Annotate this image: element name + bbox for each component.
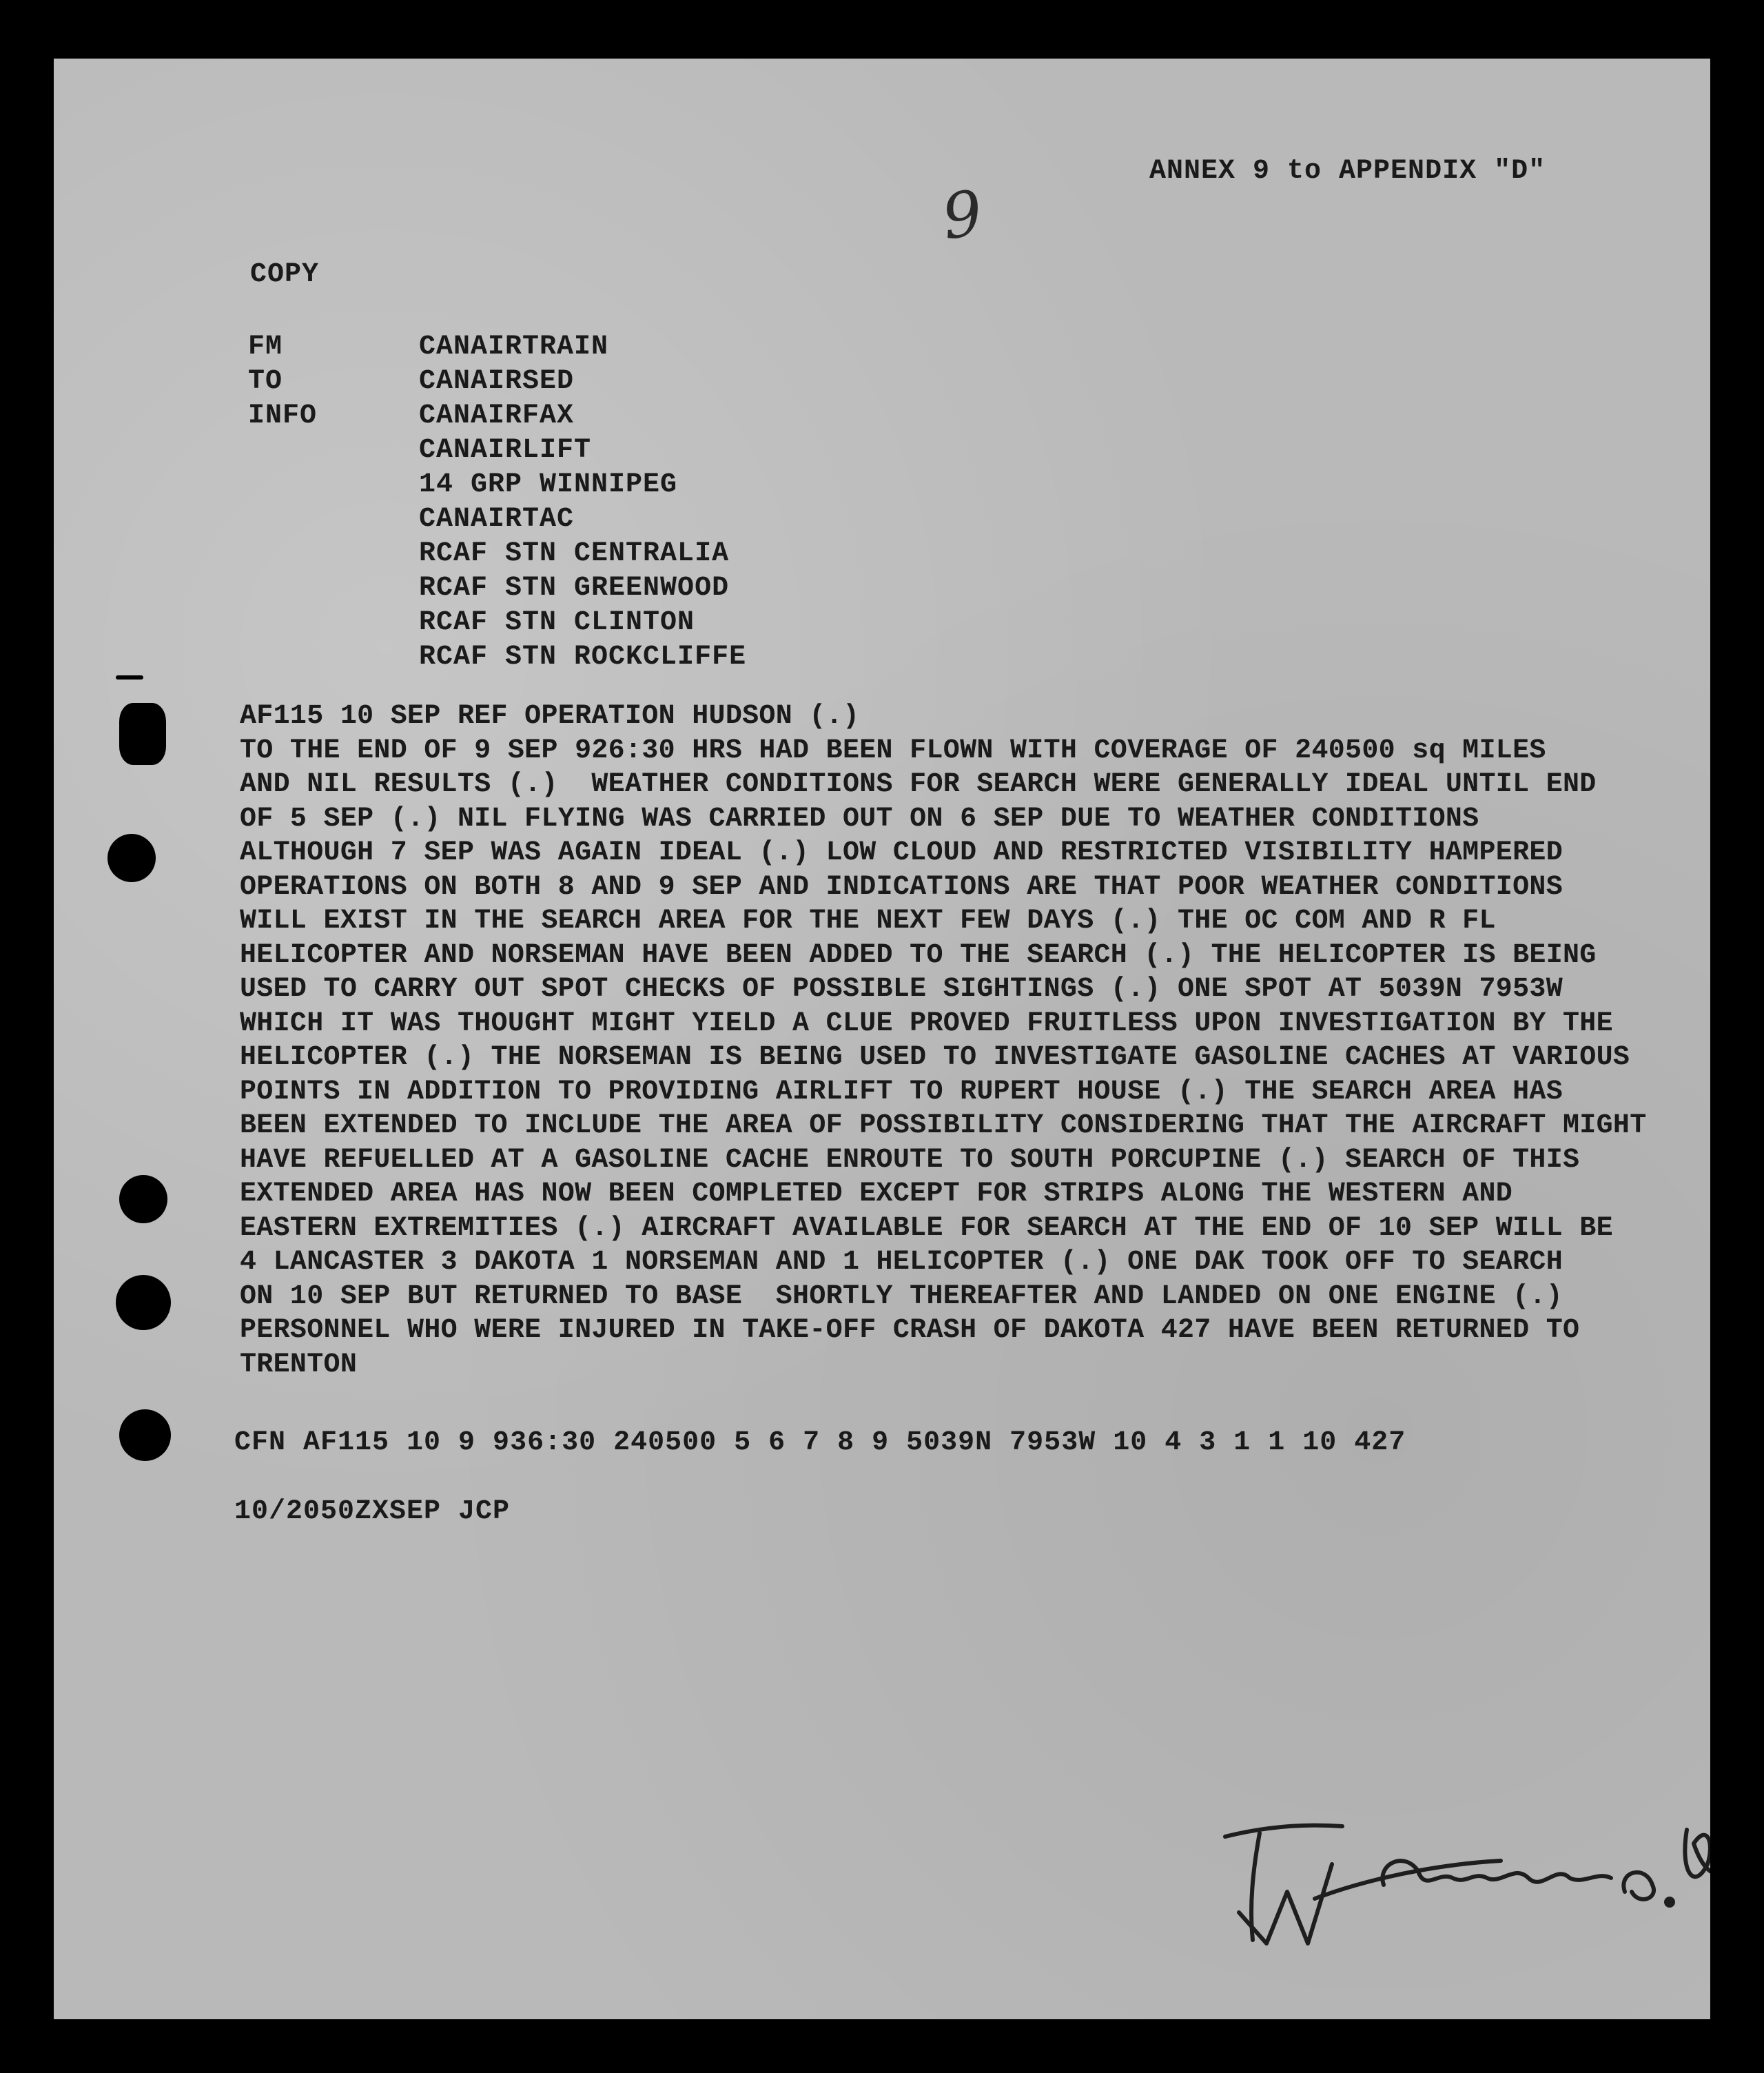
info-addressee: RCAF STN ROCKCLIFFE (419, 642, 747, 673)
message-line: ALTHOUGH 7 SEP WAS AGAIN IDEAL (.) LOW CLOUD AND RESTRICTED VISIBILITY HAMPERED (240, 837, 1563, 868)
message-line: AND NIL RESULTS (.) WEATHER CONDITIONS FOR SEARCH WERE GENERALLY IDEAL UNTIL END (240, 769, 1597, 800)
document-page (54, 59, 1710, 2019)
message-line: WILL EXIST IN THE SEARCH AREA FOR THE NEXT FEW DAYS (.) THE OC COM AND R FL (240, 906, 1496, 937)
message-line: OF 5 SEP (.) NIL FLYING WAS CARRIED OUT ON 6 SEP DUE TO WEATHER CONDITIONS (240, 803, 1479, 835)
handwritten-page-number: 9 (937, 176, 987, 254)
to-value: CANAIRSED (419, 366, 575, 397)
message-line: HAVE REFUELLED AT A GASOLINE CACHE ENROUTE TO SOUTH PORCUPINE (.) SEARCH OF THIS (240, 1144, 1580, 1176)
message-line: AF115 10 SEP REF OPERATION HUDSON (.) (240, 701, 860, 732)
message-line: HELICOPTER AND NORSEMAN HAVE BEEN ADDED TO THE SEARCH (.) THE HELICOPTER IS BEING (240, 939, 1597, 971)
message-line: BEEN EXTENDED TO INCLUDE THE AREA OF POSSIBILITY CONSIDERING THAT THE AIRCRAFT MIGHT (240, 1110, 1647, 1141)
info-addressee: CANAIRLIFT (419, 435, 592, 466)
info-addressee: RCAF STN CLINTON (419, 607, 695, 638)
punch-hole (116, 1275, 171, 1330)
to-label: TO (248, 366, 283, 397)
message-line: EASTERN EXTREMITIES (.) AIRCRAFT AVAILABLE FOR SEARCH AT THE END OF 10 SEP WILL BE (240, 1212, 1613, 1244)
message-line: 4 LANCASTER 3 DAKOTA 1 NORSEMAN AND 1 HELICOPTER (.) ONE DAK TOOK OFF TO SEARCH (240, 1247, 1563, 1278)
info-addressee: 14 GRP WINNIPEG (419, 469, 678, 500)
punch-hole (119, 1409, 171, 1461)
info-label: INFO (248, 400, 318, 431)
punch-hole (119, 1175, 167, 1223)
message-line: USED TO CARRY OUT SPOT CHECKS OF POSSIBLE SIGHTINGS (.) ONE SPOT AT 5039N 7953W (240, 974, 1563, 1005)
annex-heading: ANNEX 9 to APPENDIX "D" (1149, 156, 1546, 187)
message-body (240, 699, 1647, 1382)
punch-hole (107, 834, 156, 882)
info-addressee: CANAIRTAC (419, 504, 575, 535)
message-line: TO THE END OF 9 SEP 926:30 HRS HAD BEEN FLOWN WITH COVERAGE OF 240500 sq MILES (240, 735, 1546, 766)
info-addressee: RCAF STN GREENWOOD (419, 573, 730, 604)
handwritten-signature (1211, 1781, 1710, 1974)
info-addressee: RCAF STN CENTRALIA (419, 538, 730, 569)
cfn-line: CFN AF115 10 9 936:30 240500 5 6 7 8 9 5039N 7953W 10 4 3 1 1 10 427 (234, 1427, 1406, 1458)
message-line: POINTS IN ADDITION TO PROVIDING AIRLIFT TO RUPERT HOUSE (.) THE SEARCH AREA HAS (240, 1076, 1563, 1107)
message-line: PERSONNEL WHO WERE INJURED IN TAKE-OFF CRASH OF DAKOTA 427 HAVE BEEN RETURNED TO (240, 1315, 1580, 1346)
margin-mark (116, 675, 143, 680)
punch-hole (119, 703, 166, 765)
fm-value: CANAIRTRAIN (419, 331, 609, 362)
message-line: OPERATIONS ON BOTH 8 AND 9 SEP AND INDICATIONS ARE THAT POOR WEATHER CONDITIONS (240, 871, 1563, 903)
info-addressee: CANAIRFAX (419, 400, 575, 431)
message-line: ON 10 SEP BUT RETURNED TO BASE SHORTLY THEREAFTER AND LANDED ON ONE ENGINE (.) (240, 1280, 1563, 1312)
message-line: EXTENDED AREA HAS NOW BEEN COMPLETED EXCEPT FOR STRIPS ALONG THE WESTERN AND (240, 1178, 1513, 1209)
message-line: WHICH IT WAS THOUGHT MIGHT YIELD A CLUE PROVED FRUITLESS UPON INVESTIGATION BY THE (240, 1008, 1613, 1039)
date-time-group: 10/2050ZXSEP JCP (234, 1496, 511, 1527)
message-line: HELICOPTER (.) THE NORSEMAN IS BEING USED TO INVESTIGATE GASOLINE CACHES AT VARIOUS (240, 1042, 1630, 1073)
copy-label: COPY (250, 259, 320, 290)
fm-label: FM (248, 331, 283, 362)
message-line: TRENTON (240, 1349, 358, 1380)
